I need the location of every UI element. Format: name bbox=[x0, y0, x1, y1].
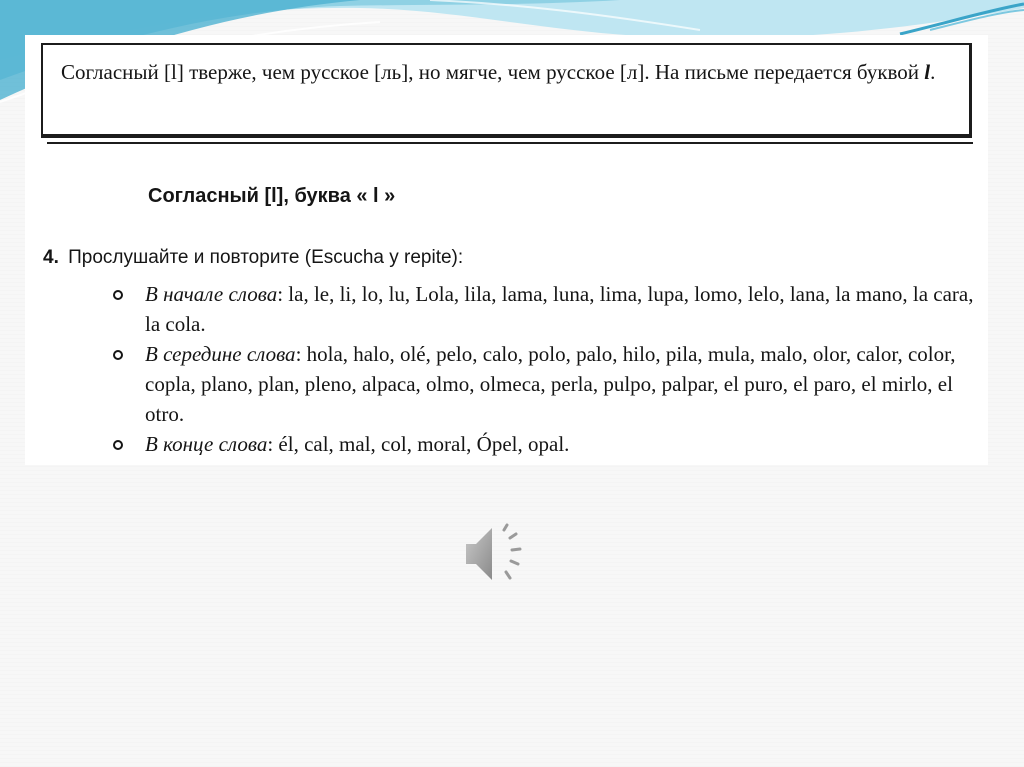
bullet-icon bbox=[113, 290, 123, 300]
bullet-icon bbox=[113, 350, 123, 360]
rule-underline bbox=[47, 142, 973, 144]
bullet-icon bbox=[113, 440, 123, 450]
word-list bbox=[113, 279, 983, 459]
rule-text-main: Согласный [l] тверже, чем русское [ль], но мягче, чем русское [л]. На письме передается буквой bbox=[61, 60, 925, 84]
list-item bbox=[113, 279, 983, 339]
section-title: Согласный [l], буква « l » bbox=[148, 185, 396, 207]
rule-text-end: . bbox=[930, 60, 936, 84]
rule-box bbox=[41, 43, 972, 138]
item-words: : la, le, li, lo, lu, Lola, lila, lama, luna, lima, lupa, lomo, lelo, lana, la mano, la cara, la cola. bbox=[145, 282, 974, 336]
rule-letter: l bbox=[924, 60, 931, 84]
exercise-instruction: Прослушайте и повторите (Escucha y repite): bbox=[68, 247, 464, 268]
item-lead: В конце слова bbox=[145, 432, 268, 456]
speaker-icon[interactable] bbox=[462, 520, 534, 588]
item-words: : hola, halo, olé, pelo, calo, polo, palo, hilo, pila, mula, malo, olor, calor, color, copla, plano, plan, pleno, alpaca, olmo, olmeca, perla, pulpo, palpar, el puro, el paro, el mirlo, el otro. bbox=[145, 342, 956, 426]
item-lead: В середине слова bbox=[145, 342, 296, 366]
item-words: : él, cal, mal, col, moral, Ópel, opal. bbox=[267, 432, 570, 456]
rule-text bbox=[61, 57, 961, 87]
list-item bbox=[113, 429, 983, 459]
item-lead: В начале слова bbox=[145, 282, 278, 306]
list-item bbox=[113, 339, 983, 429]
exercise-number: 4. bbox=[43, 247, 59, 268]
textbook-scan bbox=[25, 35, 988, 465]
exercise-heading bbox=[43, 247, 463, 269]
